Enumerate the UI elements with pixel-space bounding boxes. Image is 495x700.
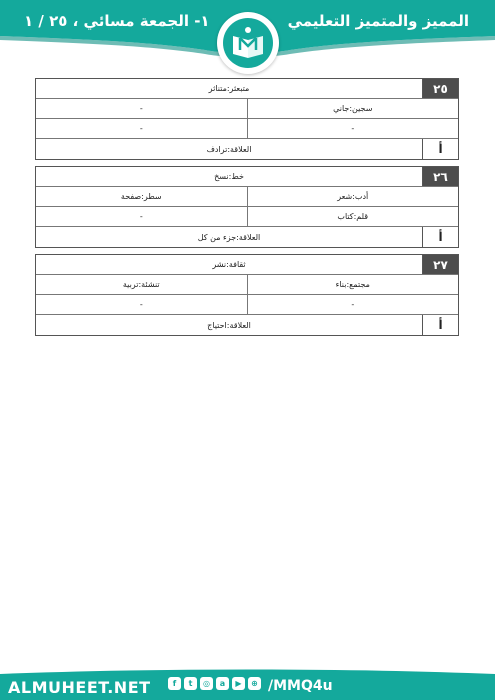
youtube-icon[interactable]: ▶: [232, 677, 245, 690]
option-cell: -: [36, 119, 248, 138]
book-icon: [223, 18, 273, 68]
social-icons: [168, 677, 261, 690]
option-cell: تنشئة:تربية: [36, 275, 248, 294]
instagram-icon[interactable]: ◎: [200, 677, 213, 690]
option-cell: -: [36, 207, 248, 226]
header-title: المميز والمتميز التعليمي: [287, 12, 469, 30]
option-cell: -: [351, 300, 355, 309]
facebook-icon[interactable]: f: [168, 677, 181, 690]
logo: [217, 12, 279, 74]
snapchat-icon[interactable]: a: [216, 677, 229, 690]
option-cell: سجين:جاني: [333, 104, 373, 113]
question-text: متبعثر:متناثر: [208, 84, 250, 93]
answer-letter: أ: [422, 139, 458, 159]
header-subtitle: ١- الجمعة مسائي ، ٢٥ / ١: [24, 12, 210, 30]
question-block-27: [35, 254, 459, 336]
option-cell: -: [36, 99, 248, 118]
relation-text: العلاقة:احتياج: [207, 320, 251, 330]
question-text: ثقافة:نشر: [212, 260, 246, 269]
option-cell: مجتمع:بناء: [335, 280, 370, 289]
question-number: ٢٥: [422, 79, 458, 98]
option-cell: قلم:كتاب: [337, 212, 369, 221]
social-handle[interactable]: /MMQ4u: [268, 678, 333, 694]
relation-text: العلاقة:جزء من كل: [197, 232, 261, 242]
site-link[interactable]: ALMUHEET.NET: [8, 678, 151, 697]
page-header: [0, 0, 495, 64]
option-cell: سطر:صفحة: [36, 187, 248, 206]
page-footer: [0, 668, 495, 700]
web-icon[interactable]: ⊕: [248, 677, 261, 690]
question-text: خط:نسخ: [214, 172, 244, 181]
question-number: ٢٦: [422, 167, 458, 186]
twitter-icon[interactable]: t: [184, 677, 197, 690]
answer-letter: أ: [422, 227, 458, 247]
option-cell: أدب:شعر: [337, 192, 369, 201]
question-block-25: [35, 78, 459, 160]
question-block-26: [35, 166, 459, 248]
answer-letter: أ: [422, 315, 458, 335]
relation-text: العلاقة:ترادف: [206, 144, 252, 154]
option-cell: -: [351, 124, 355, 133]
option-cell: -: [36, 295, 248, 314]
question-number: ٢٧: [422, 255, 458, 274]
